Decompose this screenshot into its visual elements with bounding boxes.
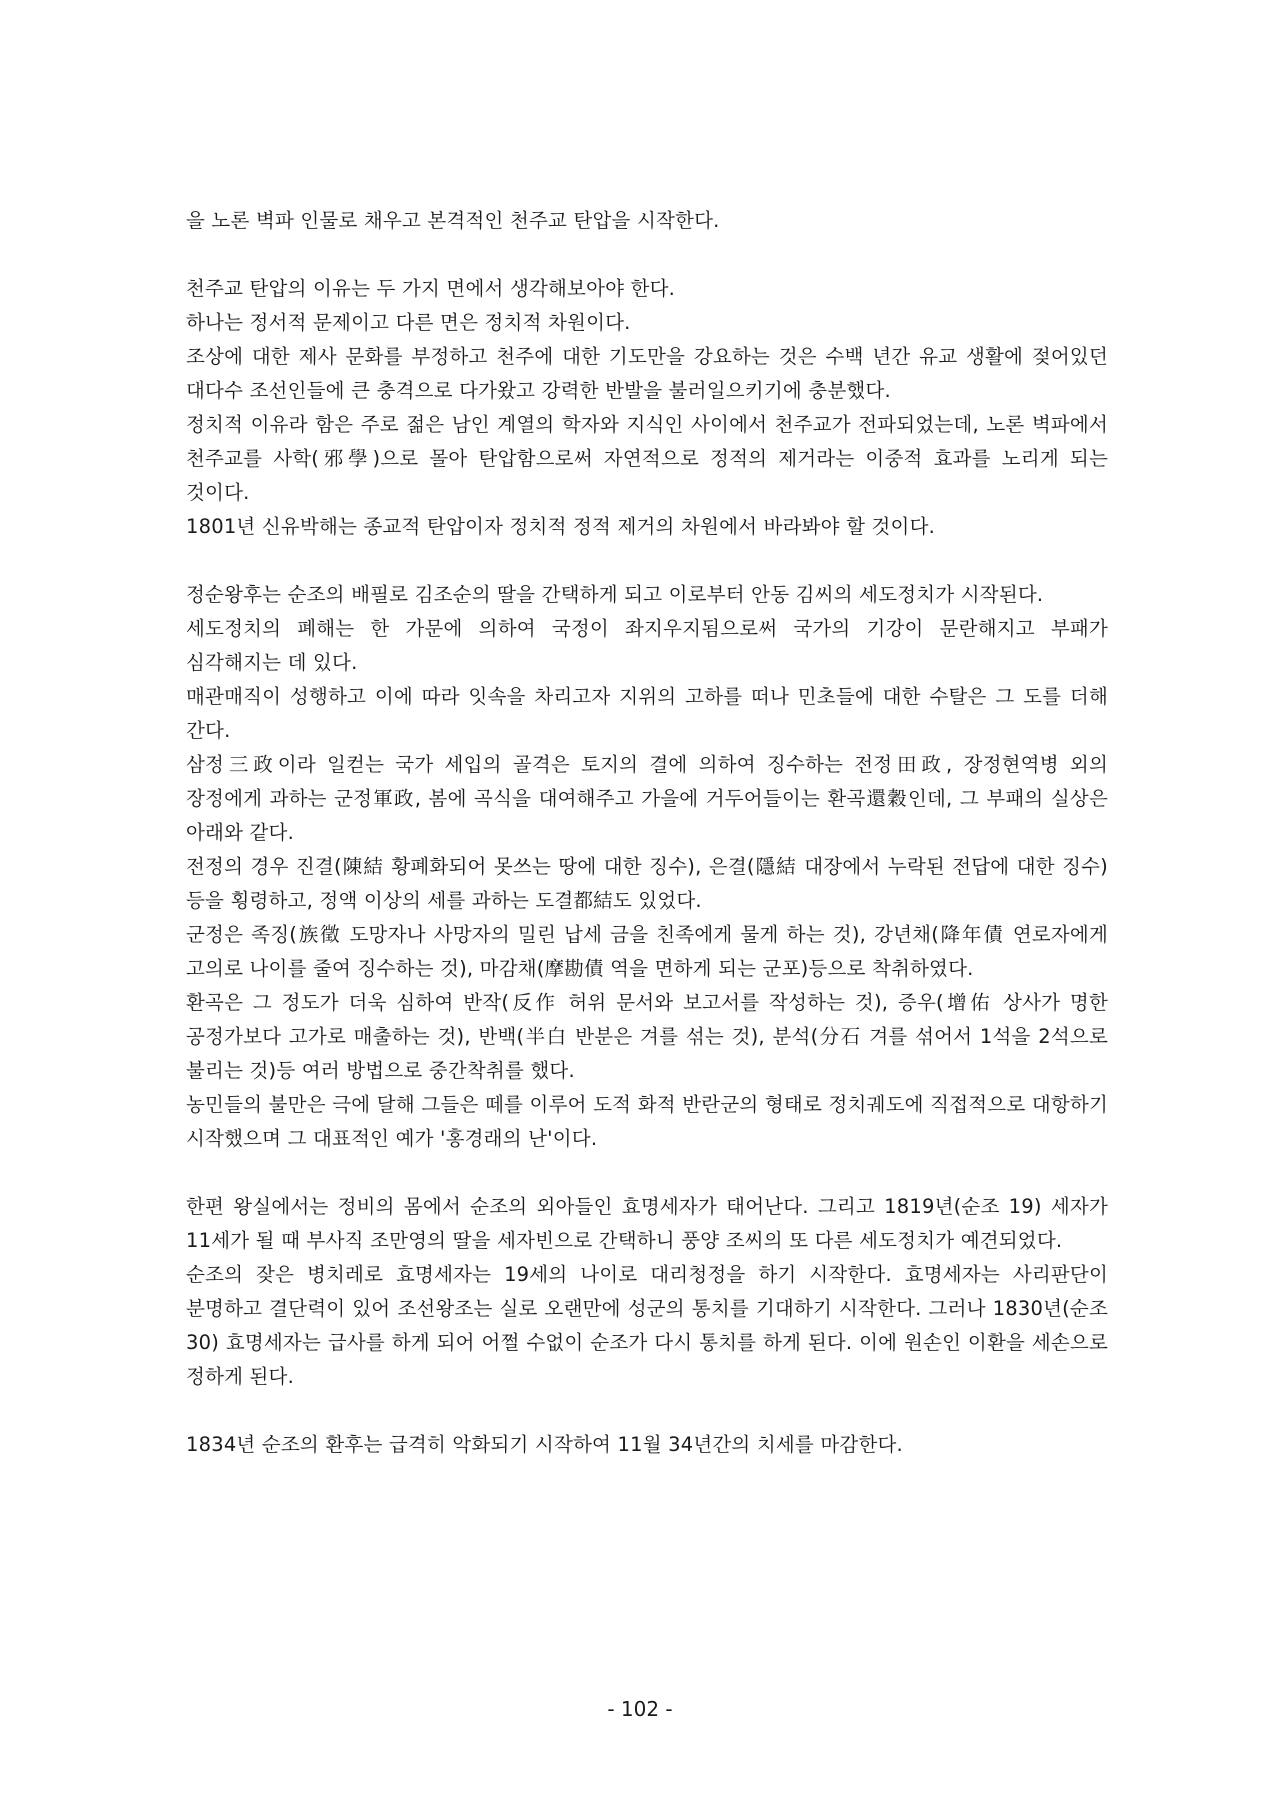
paragraph: 세도정치의 폐해는 한 가문에 의하여 국정이 좌지우지됨으로써 국가의 기강이 문란해지고 부패가 심각해지는 데 있다. xyxy=(186,617,1108,674)
paragraph-spacer xyxy=(186,1156,1108,1190)
paragraph: 조상에 대한 제사 문화를 부정하고 천주에 대한 기도만을 강요하는 것은 수백 년간 유교 생활에 젖어있던 대다수 조선인들에 큰 충격으로 다가왔고 강력한 반발을 불러일으키기에 충분했다. xyxy=(186,345,1108,402)
paragraph-spacer xyxy=(186,544,1108,578)
paragraph: 한편 왕실에서는 정비의 몸에서 순조의 외아들인 효명세자가 태어난다. 그리고 1819년(순조 19) 세자가 11세가 될 때 부사직 조만영의 딸을 세자빈으로 간택하니 풍양 조씨의 또 다른 세도정치가 예견되었다. xyxy=(186,1195,1108,1252)
paragraph: 정순왕후는 순조의 배필로 김조순의 딸을 간택하게 되고 이로부터 안동 김씨의 세도정치가 시작된다. xyxy=(186,583,1044,606)
paragraph: 순조의 잦은 병치레로 효명세자는 19세의 나이로 대리청정을 하기 시작한다. 효명세자는 사리판단이 분명하고 결단력이 있어 조선왕조는 실로 오랜만에 성군의 통치를 기대하기 시작한다. 그러나 1830년(순조 30) 효명세자는 급사를 하게 되어 어쩔 수없이 순조가 다시 통치를 하게 된다. 이에 원손인 이환을 세손으로 정하게 된다. xyxy=(186,1263,1108,1388)
paragraph: 환곡은 그 정도가 더욱 심하여 반작(反作 허위 문서와 보고서를 작성하는 것), 증우(增佑 상사가 명한 공정가보다 고가로 매출하는 것), 반백(半白 반분은 겨를 섞는 것), 분석(分石 겨를 섞어서 1석을 2석으로 불리는 것)등 여러 방법으로 중간착취를 했다. xyxy=(186,991,1108,1082)
paragraph: 농민들의 불만은 극에 달해 그들은 떼를 이루어 도적 화적 반란군의 형태로 정치궤도에 직접적으로 대항하기 시작했으며 그 대표적인 예가 '홍경래의 난'이다. xyxy=(186,1093,1108,1150)
body-text xyxy=(186,204,1108,1462)
paragraph: 1834년 순조의 환후는 급격히 악화되기 시작하여 11월 34년간의 치세를 마감한다. xyxy=(186,1433,903,1456)
paragraph: 하나는 정서적 문제이고 다른 면은 정치적 차원이다. xyxy=(186,311,631,334)
paragraph: 을 노론 벽파 인물로 채우고 본격적인 천주교 탄압을 시작한다. xyxy=(186,209,720,232)
paragraph: 정치적 이유라 함은 주로 젊은 남인 계열의 학자와 지식인 사이에서 천주교가 전파되었는데, 노론 벽파에서 천주교를 사학(邪學)으로 몰아 탄압함으로써 자연적으로 정적의 제거라는 이중적 효과를 노리게 되는 것이다. xyxy=(186,413,1108,504)
paragraph: 매관매직이 성행하고 이에 따라 잇속을 차리고자 지위의 고하를 떠나 민초들에 대한 수탈은 그 도를 더해 간다. xyxy=(186,685,1108,742)
paragraph: 천주교 탄압의 이유는 두 가지 면에서 생각해보아야 한다. xyxy=(186,277,676,300)
paragraph: 군정은 족징(族徵 도망자나 사망자의 밀린 납세 금을 친족에게 물게 하는 것), 강년채(降年債 연로자에게 고의로 나이를 줄여 징수하는 것), 마감채(摩勘債 역을 면하게 되는 군포)등으로 착취하였다. xyxy=(186,923,1108,980)
page-number: - 102 - xyxy=(607,1697,673,1721)
paragraph: 삼정三政이라 일컫는 국가 세입의 골격은 토지의 결에 의하여 징수하는 전정田政, 장정현역병 외의 장정에게 과하는 군정軍政, 봄에 곡식을 대여해주고 가을에 거두어들이는 환곡還穀인데, 그 부패의 실상은 아래와 같다. xyxy=(186,753,1108,844)
paragraph-spacer xyxy=(186,238,1108,272)
paragraph: 1801년 신유박해는 종교적 탄압이자 정치적 정적 제거의 차원에서 바라봐야 할 것이다. xyxy=(186,515,936,538)
paragraph: 전정의 경우 진결(陳結 황폐화되어 못쓰는 땅에 대한 징수), 은결(隱結 대장에서 누락된 전답에 대한 징수)등을 횡령하고, 정액 이상의 세를 과하는 도결都結도 있었다. xyxy=(186,855,1108,912)
paragraph-spacer xyxy=(186,1394,1108,1428)
